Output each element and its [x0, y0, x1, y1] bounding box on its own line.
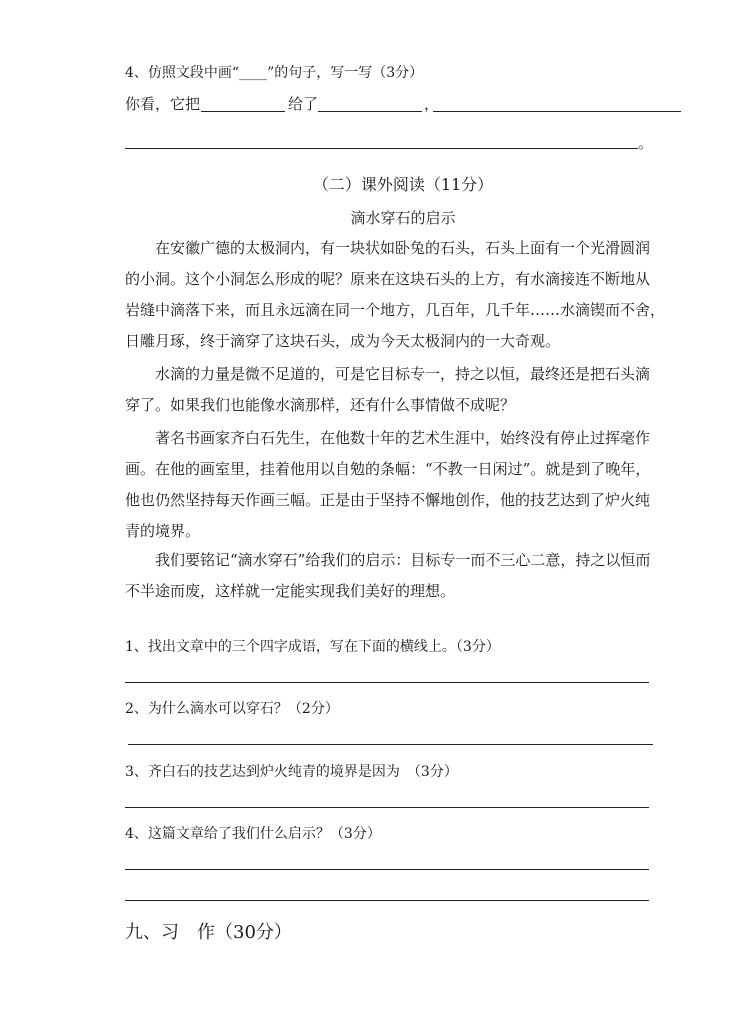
answer-line[interactable]	[125, 869, 649, 870]
section-heading: （二）课外阅读（11分）	[312, 175, 494, 194]
answer-line[interactable]	[125, 148, 638, 149]
answer-line[interactable]	[125, 900, 649, 901]
fill-middle: 给了	[288, 95, 319, 113]
answer-line[interactable]	[125, 682, 649, 683]
question-1: 1、找出文章中的三个四字成语，写在下面的横线上。（3分）	[125, 639, 500, 655]
question-4-imitate: 4、仿照文段中画“____”的句子，写一写（3分）	[125, 65, 424, 81]
answer-line[interactable]	[125, 807, 649, 808]
paragraph-line: 画。在他的画室里，挂着他用以自勉的条幅：“不教一日闲过”。就是到了晚年，	[125, 460, 651, 478]
question-3: 3、齐白石的技艺达到炉火纯青的境界是因为 （3分）	[125, 764, 458, 780]
composition-heading: 九、习 作（30分）	[125, 922, 292, 943]
answer-blank[interactable]	[318, 111, 422, 112]
fill-period: 。	[638, 134, 654, 152]
question-4: 4、这篇文章给了我们什么启示？（3分）	[125, 826, 381, 842]
article-title: 滴水穿石的启示	[350, 209, 456, 227]
paragraph-line: 著名书画家齐白石先生，在他数十年的艺术生涯中，始终没有停止过挥毫作	[155, 429, 651, 447]
fill-comma: ，	[424, 95, 440, 113]
article-paragraph	[125, 545, 681, 607]
question-2: 2、为什么滴水可以穿石？（2分）	[125, 701, 339, 717]
paragraph-line: 青的境界。	[125, 522, 201, 540]
paragraph-line: 水滴的力量是微不足道的，可是它目标专一，持之以恒，最终还是把石头滴	[155, 365, 651, 383]
paragraph-line: 穿了。如果我们也能像水滴那样，还有什么事情做不成呢？	[125, 396, 516, 414]
paragraph-line: 岩缝中滴落下来，而且永远滴在同一个地方，几百年，几千年……水滴锲而不舍，	[125, 301, 666, 319]
paragraph-line: 日雕月琢，终于滴穿了这块石头，成为今天太极洞内的一大奇观。	[125, 332, 561, 350]
article-paragraph	[125, 233, 681, 357]
answer-blank[interactable]	[201, 111, 285, 112]
paragraph-line: 在安徽广德的太极洞内，有一块状如卧兔的石头，石头上面有一个光滑圆润	[155, 239, 651, 257]
answer-blank[interactable]	[433, 111, 681, 112]
paragraph-line: 的小洞。这个小洞怎么形成的呢？原来在这块石头的上方，有水滴接连不断地从	[125, 270, 651, 288]
answer-line[interactable]	[128, 744, 653, 745]
paragraph-line: 不半途而废，这样就一定能实现我们美好的理想。	[125, 582, 456, 600]
fill-prefix: 你看，它把	[125, 95, 201, 113]
paragraph-line: 我们要铭记“滴水穿石”给我们的启示：目标专一而不三心二意，持之以恒而	[155, 551, 651, 569]
article-paragraph	[125, 359, 681, 421]
paragraph-line: 他也仍然坚持每天作画三幅。正是由于坚持不懈地创作，他的技艺达到了炉火纯	[125, 491, 651, 509]
article-paragraph	[125, 423, 681, 547]
